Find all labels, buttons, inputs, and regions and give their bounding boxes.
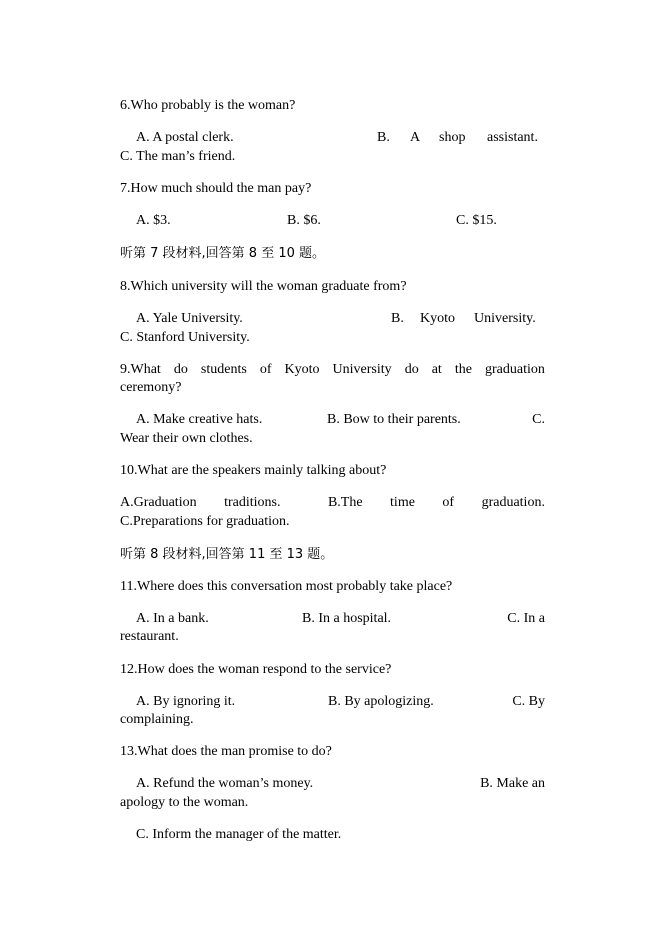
question-11-options-line1 — [136, 609, 545, 628]
question-12-options-line1 — [136, 692, 545, 711]
q13-option-b-start: B. Make an — [480, 776, 545, 791]
q8-option-c: C. Stanford University. — [120, 330, 250, 345]
q12-option-c-start: C. By — [512, 694, 545, 709]
q9-option-c-label: C. — [532, 412, 545, 427]
question-9-stem-line1 — [120, 360, 545, 379]
q9-stem-word: the — [454, 362, 472, 377]
q6-option-b-word3: assistant. — [487, 130, 538, 145]
question-13-stem: 13.What does the man promise to do? — [120, 744, 332, 759]
question-8-stem: 8.Which university will the woman graduate from? — [120, 279, 407, 294]
q11-option-c-end: restaurant. — [120, 629, 179, 644]
question-10-options-line1 — [120, 493, 545, 512]
q9-option-b: B. Bow to their parents. — [327, 412, 461, 427]
question-13-options-line1 — [136, 774, 545, 793]
q10-option-b-word: time — [390, 495, 415, 510]
q7-option-b: B. $6. — [287, 213, 321, 228]
q13-option-a: A. Refund the woman’s money. — [136, 776, 314, 791]
question-7-options — [136, 211, 545, 230]
q11-option-b: B. In a hospital. — [302, 611, 392, 626]
q7-option-a: A. $3. — [136, 213, 171, 228]
q12-option-c-end: complaining. — [120, 712, 194, 727]
question-6-options-line1 — [136, 128, 545, 147]
q9-stem-word: at — [431, 362, 442, 377]
question-6-stem: 6.Who probably is the woman? — [120, 98, 296, 113]
question-8-options-line1 — [136, 309, 545, 328]
section-7-heading: 听第 7 段材料,回答第 8 至 10 题。 — [120, 246, 326, 261]
q10-option-a-word: A.Graduation — [120, 495, 197, 510]
q10-option-b-word: graduation. — [481, 495, 545, 510]
q9-stem-word: do — [404, 362, 419, 377]
q8-option-b-word2: University. — [474, 311, 536, 326]
q9-stem-word: of — [259, 362, 272, 377]
question-7-stem: 7.How much should the man pay? — [120, 181, 312, 196]
q10-option-a-word: traditions. — [224, 495, 281, 510]
q12-option-b: B. By apologizing. — [328, 694, 434, 709]
q11-option-a: A. In a bank. — [136, 611, 209, 626]
question-9-stem-line2: ceremony? — [120, 380, 182, 395]
q13-option-c: C. Inform the manager of the matter. — [136, 827, 342, 842]
section-8-heading: 听第 8 段材料,回答第 11 至 13 题。 — [120, 547, 334, 562]
q9-stem-word: graduation — [485, 362, 545, 377]
question-11-stem: 11.Where does this conversation most probably take place? — [120, 579, 453, 594]
q6-option-c: C. The man’s friend. — [120, 149, 236, 164]
q6-option-a: A. A postal clerk. — [136, 130, 234, 145]
q8-option-a: A. Yale University. — [136, 311, 243, 326]
question-12-stem: 12.How does the woman respond to the service? — [120, 662, 392, 677]
q13-option-b-end: apology to the woman. — [120, 795, 249, 810]
q9-stem-word: students — [200, 362, 247, 377]
q9-stem-word: University — [332, 362, 392, 377]
question-9-options-line1 — [136, 410, 545, 429]
q9-option-c-text: Wear their own clothes. — [120, 431, 253, 446]
question-10-stem: 10.What are the speakers mainly talking about? — [120, 463, 387, 478]
q8-option-b-word1: Kyoto — [420, 311, 455, 326]
q6-option-b-word1: A — [410, 130, 421, 145]
q9-option-a: A. Make creative hats. — [136, 412, 263, 427]
q6-option-b-word2: shop — [439, 130, 466, 145]
q11-option-c-start: C. In a — [507, 611, 545, 626]
q10-option-b-word: B.The — [327, 495, 363, 510]
q9-stem-word: 9.What — [120, 362, 161, 377]
q6-option-b-label: B. — [377, 130, 390, 145]
q12-option-a: A. By ignoring it. — [136, 694, 236, 709]
q10-option-c: C.Preparations for graduation. — [120, 514, 290, 529]
q9-stem-word: Kyoto — [284, 362, 320, 377]
q7-option-c: C. $15. — [456, 213, 497, 228]
q10-option-b-word: of — [442, 495, 455, 510]
q8-option-b-label: B. — [391, 311, 404, 326]
q9-stem-word: do — [173, 362, 188, 377]
